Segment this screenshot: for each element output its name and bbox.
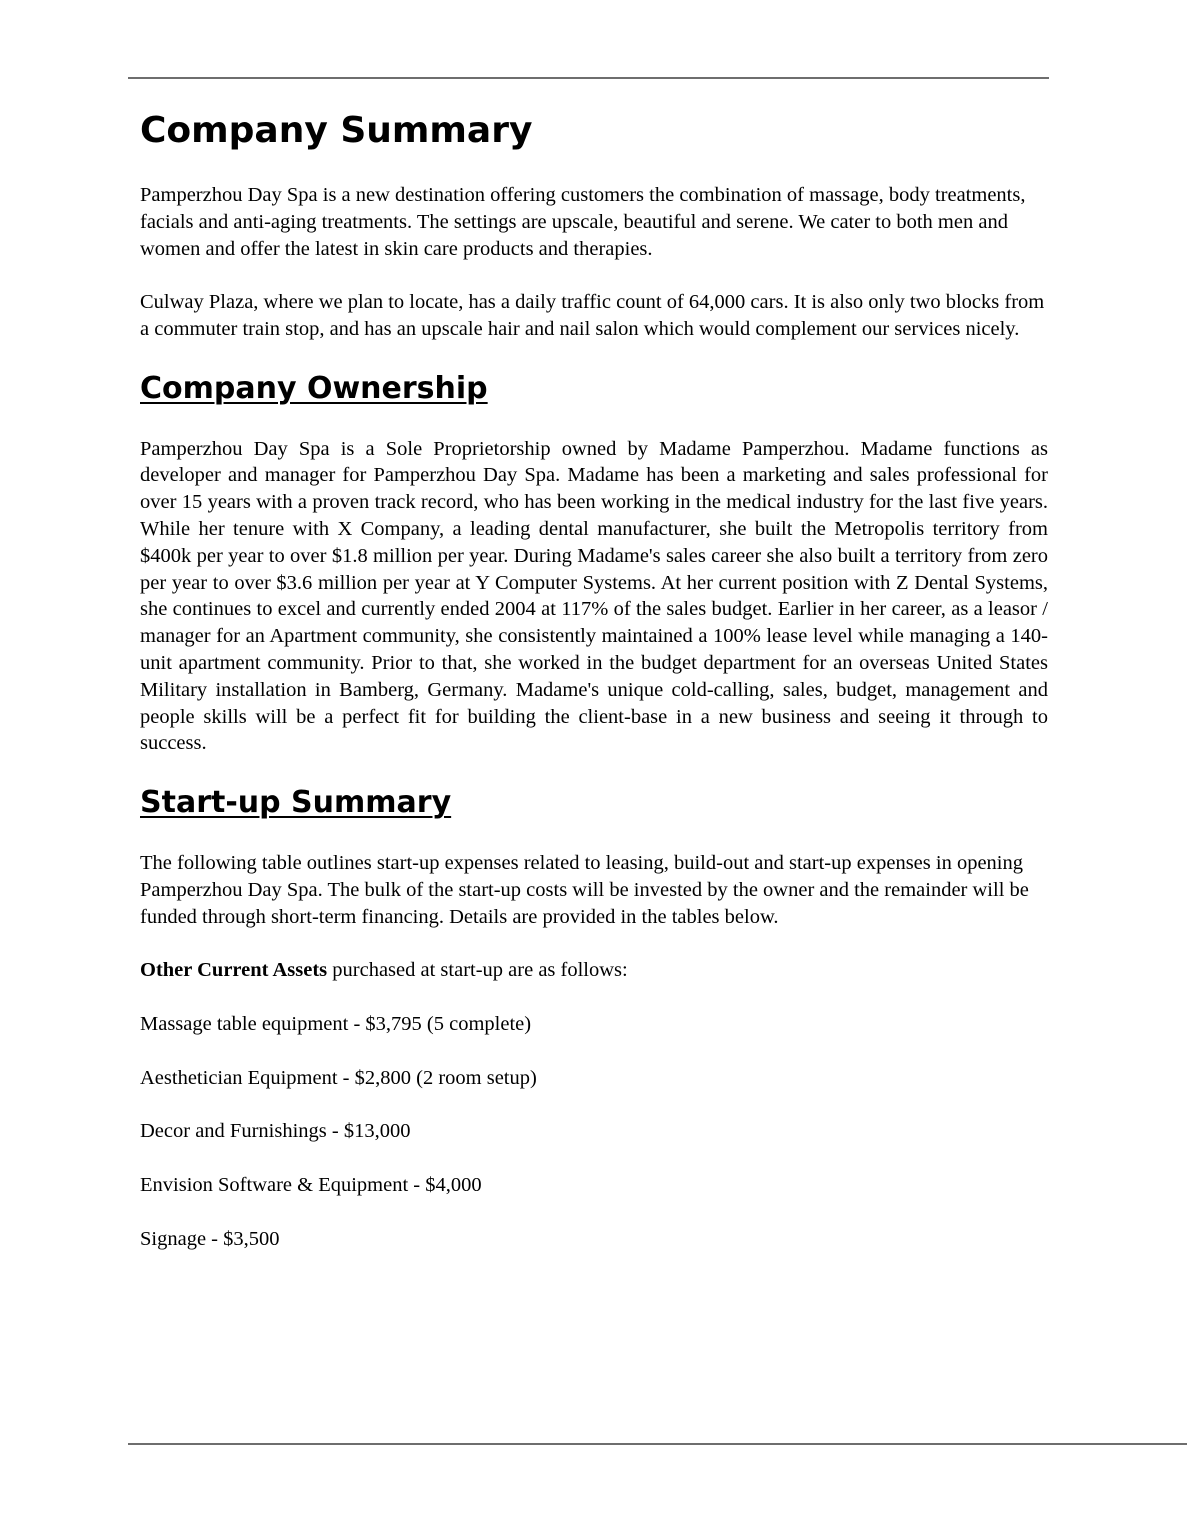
company-summary-heading: Company Summary	[140, 110, 533, 151]
top-rule	[128, 77, 1049, 79]
company-ownership-heading: Company Ownership	[140, 370, 488, 406]
assets-intro	[140, 957, 1048, 984]
location-paragraph: Culway Plaza, where we plan to locate, has a daily traffic count of 64,000 cars. It is also only two blocks from a commuter train stop, and has an upscale hair and nail salon which would complement our services nicely.	[140, 291, 1045, 340]
bottom-rule	[128, 1443, 1187, 1445]
asset-item-signage: Signage - $3,500	[140, 1227, 280, 1250]
asset-item-envision-software: Envision Software & Equipment - $4,000	[140, 1174, 482, 1197]
startup-summary-heading: Start-up Summary	[140, 784, 452, 820]
asset-item-decor-furnishings: Decor and Furnishings - $13,000	[140, 1120, 411, 1143]
document-page	[140, 108, 1048, 1280]
company-summary-paragraph: Pamperzhou Day Spa is a new destination offering customers the combination of massage, body treatments, facials and anti-aging treatments. The settings are upscale, beautiful and serene. We cater to both men and women and offer the latest in skin care products and therapies.	[140, 184, 1026, 260]
asset-item-aesthetician-equipment: Aesthetician Equipment - $2,800 (2 room setup)	[140, 1066, 537, 1089]
asset-item-massage-table: Massage table equipment - $3,795 (5 complete)	[140, 1012, 532, 1035]
assets-intro-bold: Other Current Assets	[140, 959, 328, 982]
company-ownership-paragraph: Pamperzhou Day Spa is a Sole Proprietorship owned by Madame Pamperzhou. Madame functions as developer and manager for Pamperzhou Day Spa. Madame has been a marketing and sales professional for over 15 years with a proven track record, who has been working in the medical industry for the last five years. While her tenure with X Company, a leading dental manufacturer, she built the Metropolis territory from $400k per year to over $1.8 million per year. During Madame's sales career she also built a territory from zero per year to over $3.6 million per year at Y Computer Systems. At her current position with Z Dental Systems, she continues to excel and currently ended 2004 at 117% of the sales budget. Earlier in her career, as a leasor / manager for an Apartment community, she consistently maintained a 100% lease level while managing a 140-unit apartment community. Prior to that, she worked in the budget department for an overseas United States Military installation in Bamberg, Germany. Madame's unique cold-calling, sales, budget, management and people skills will be a perfect fit for building the client-base in a new business and seeing it through to success.	[140, 437, 1048, 755]
assets-intro-text: purchased at start-up are as follows:	[327, 959, 628, 982]
startup-summary-paragraph: The following table outlines start-up expenses related to leasing, build-out and start-up expenses in opening Pamperzhou Day Spa. The bulk of the start-up costs will be invested by the owner and the remainder will be funded through short-term financing. Details are provided in the tables below.	[140, 851, 1029, 928]
